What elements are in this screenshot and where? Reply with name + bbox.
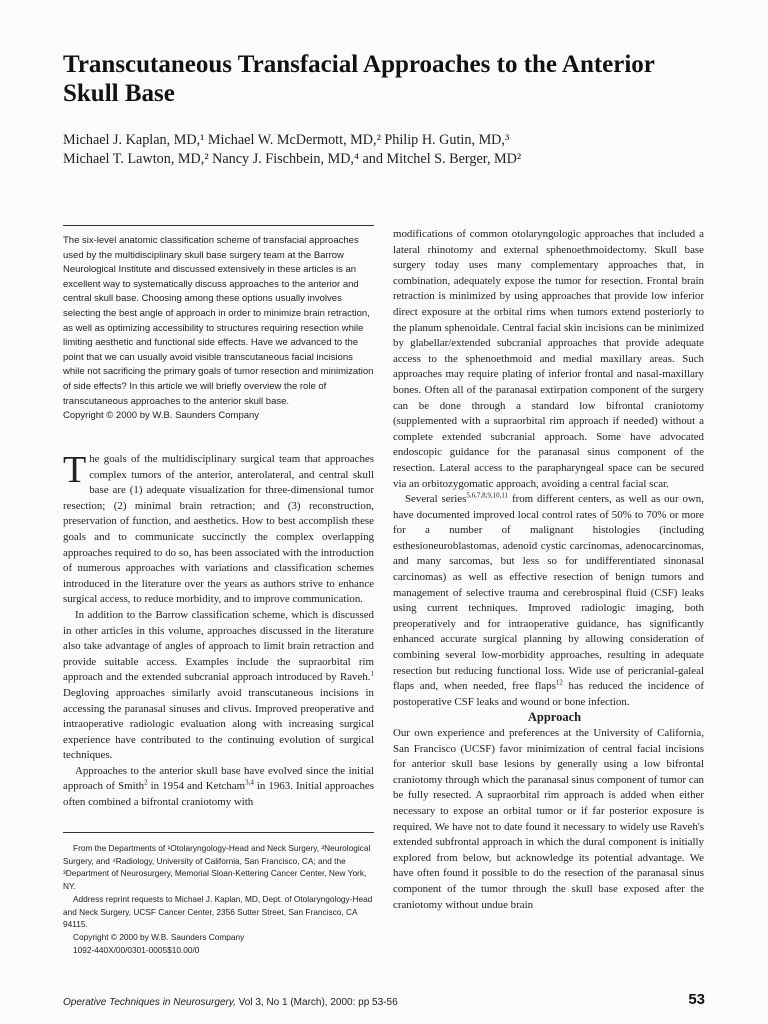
citation-ref: 5,6,7,8,9,10,11: [466, 491, 509, 500]
drop-cap: T: [63, 449, 87, 491]
section-heading-approach: Approach: [527, 710, 582, 725]
abstract-text: The six-level anatomic classification scheme of transfacial approaches used by the multidisciplinary skull base surgery team at the Barrow Neurological Institute and discussed extensively in these articles is an excellent way to systematically discuss approaches to the anterior and central skull base. Choosing among these options usually involves selecting the best angle of approach in order to minimize brain retraction, as well as optimizing accessibility to structures requiring resection while limiting aesthetic and functional side effects. Have we advanced to the point that we can usually avoid visible transcutaneous facial incisions while not sacrificing the primary goals of tumor resection and minimization of side effects? In this article we will briefly overview the role of transcutaneous approaches to the anterior skull base.: [63, 235, 374, 407]
author-line-1: Michael J. Kaplan, MD,¹ Michael W. McDermott, MD,² Philip H. Gutin, MD,³: [63, 132, 510, 148]
paragraph-text: Approaches to the anterior skull base have evolved since the initial approach of Smith: [63, 764, 374, 793]
article-title: Transcutaneous Transfacial Approaches to the Anterior Skull Base: [63, 51, 655, 107]
citation-ref: 2: [144, 778, 148, 787]
citation-ref: 3,4: [245, 778, 254, 787]
body-paragraph: [63, 449, 374, 608]
paragraph-text: In addition to the Barrow classification scheme, which is discussed in other articles in this volume, approaches discussed in the literature also take advantage of angles of approach to limit brain retraction and provide suitable access. Examples include the supraorbital rim approach and the extended subcranial approach introduced by Raveh.: [63, 608, 374, 684]
footnote-code: 1092-440X/00/0301-0005$10.00/0: [73, 944, 200, 955]
footer-citation: [63, 997, 398, 1008]
author-line-2: Michael T. Lawton, MD,² Nancy J. Fischbein, MD,⁴ and Mitchel S. Berger, MD²: [63, 151, 522, 167]
abstract-copyright: Copyright © 2000 by W.B. Saunders Company: [63, 410, 260, 422]
author-list: [63, 131, 723, 169]
right-column-body: [393, 227, 704, 913]
journal-issue: Vol 3, No 1 (March), 2000: pp 53-56: [235, 997, 398, 1008]
citation-ref: 12: [555, 678, 563, 687]
citation-ref: 1: [370, 669, 374, 678]
footnote-copyright: Copyright © 2000 by W.B. Saunders Company: [73, 931, 245, 942]
paragraph-text: he goals of the multidisciplinary surgical team that approaches complex tumors of the anterior, anterolateral, and central skull base are (1) adequate visualization for three-dimensional tumor resection; (2) minimal brain retraction; and (3) reconstruction, preservation of function, and aesthetics. How to best accomplish these goals and to communicate succinctly the complex overlapping approaches required to do so, has been associated with the introduction of numerous approaches with variations and classification schemes introduced in the literature over the years as authors strive to enhance surgical access, to reduce morbidity, and to improve communication.: [63, 453, 374, 606]
footnote-affiliations: From the Departments of ¹Otolaryngology-Head and Neck Surgery, ²Neurological Surgery, and ⁴Radiology, University of California, San Francisco, CA; and the ³Department of Neurosurgery, Memorial Sloan-Kettering Cancer Center, New York, NY.: [63, 843, 371, 892]
footnotes: [63, 842, 374, 956]
abstract-divider: [63, 225, 374, 226]
left-column-body: [63, 449, 374, 811]
journal-name: Operative Techniques in Neurosurgery,: [63, 997, 236, 1008]
body-paragraph: Our own experience and preferences at the University of California, San Francisco (UCSF) favor minimization of central facial incisions for anterior skull base lesions by generally using a low bifrontal craniotomy through which the paranasal sinus component of tumor can be fully resected. A supraorbital rim approach is added when either necessary to expose an orbital tumor or if far posterior exposure is required. We have not to date found it necessary to widely use Raveh's extended subfrontal approach in which the dural component is initially explored from below, but acknowledge its potential advantage. We have often found it possible to do the resection of the paranasal sinus component of the tumor through the skull base exposed after the craniotomy without undue brain: [393, 727, 704, 911]
page-number: 53: [688, 991, 705, 1008]
paragraph-text: from different centers, as well as our own, have documented improved local control rates of 50% to 70% or more for a number of malignant histologies (including esthesioneuroblastomas, adenoid cystic carcinomas, adenocarcinomas, and many sarcomas, but less so for undifferentiated sinonasal carcinomas) as well as effective resection of benign tumors and management of selective trauma and cerebrospinal fluid (CSF) leaks using current techniques. Improved radiologic imaging, both preoperatively and for intraoperative guidance, has significantly enhanced accurate surgical planning by allowing consideration of combining several low-morbidity approaches, resulting in adequate resection but reducing functional loss. Wide use of pericranial-galeal flaps and, when needed, free flaps: [393, 493, 704, 693]
paragraph-text: Several series: [405, 493, 467, 506]
paragraph-text: Degloving approaches similarly avoid transcutaneous incisions in accessing the paranasal sinuses and clivus. Improved preoperative and intraoperative radiologic evaluation along with increasing surgical experience have contributed to the continuing evolution of surgical techniques.: [63, 686, 374, 762]
abstract: [63, 234, 374, 424]
footnote-divider: [63, 832, 374, 833]
body-paragraph: modifications of common otolaryngologic approaches that included a lateral rhinotomy and external sphenoethmoidectomy. Skull base surgery today uses many complementary approaches that, in combination, adequately expose the tumor for resection. Frontal brain retraction is minimized by using approaches that provide low inferior direct exposure at the orbital rims when tumors extend posteriorly to the planum sphenoidale. Central facial skin incisions can be minimized by glabellar/extended subcranial approaches that provide adequate access to the sphenoethmoid and medial maxillary areas. Such approaches may require plating of inferior frontal and nasal-maxillary bones. Often all of the paranasal extirpation component of the surgery can be done through a standard low bifrontal craniotomy (supplemented with a supraorbital rim approach if needed) without a complete extended subcranial approach. Some have advocated endoscopic guidance for the paranasal sinus component of the resection. Lateral access to the parapharyngeal space can be secured via an orbitozygomatic approach, avoiding a central facial scar.: [393, 228, 704, 490]
paragraph-text: has reduced the incidence of postoperative CSF leaks and wound or bone infection.: [393, 680, 704, 708]
paragraph-text: in 1954 and Ketcham: [147, 780, 246, 793]
body-paragraph: [63, 608, 374, 764]
footnote-reprints: Address reprint requests to Michael J. Kaplan, MD, Dept. of Otolaryngology-Head and Neck Surgery, UCSF Cancer Center, 2356 Sutter Street, San Francisco, CA 94115.: [63, 893, 373, 930]
body-paragraph: [393, 492, 704, 710]
paragraph-text: in 1963. Initial approaches often combined a bifrontal craniotomy with: [63, 780, 374, 809]
body-paragraph: [63, 764, 374, 811]
